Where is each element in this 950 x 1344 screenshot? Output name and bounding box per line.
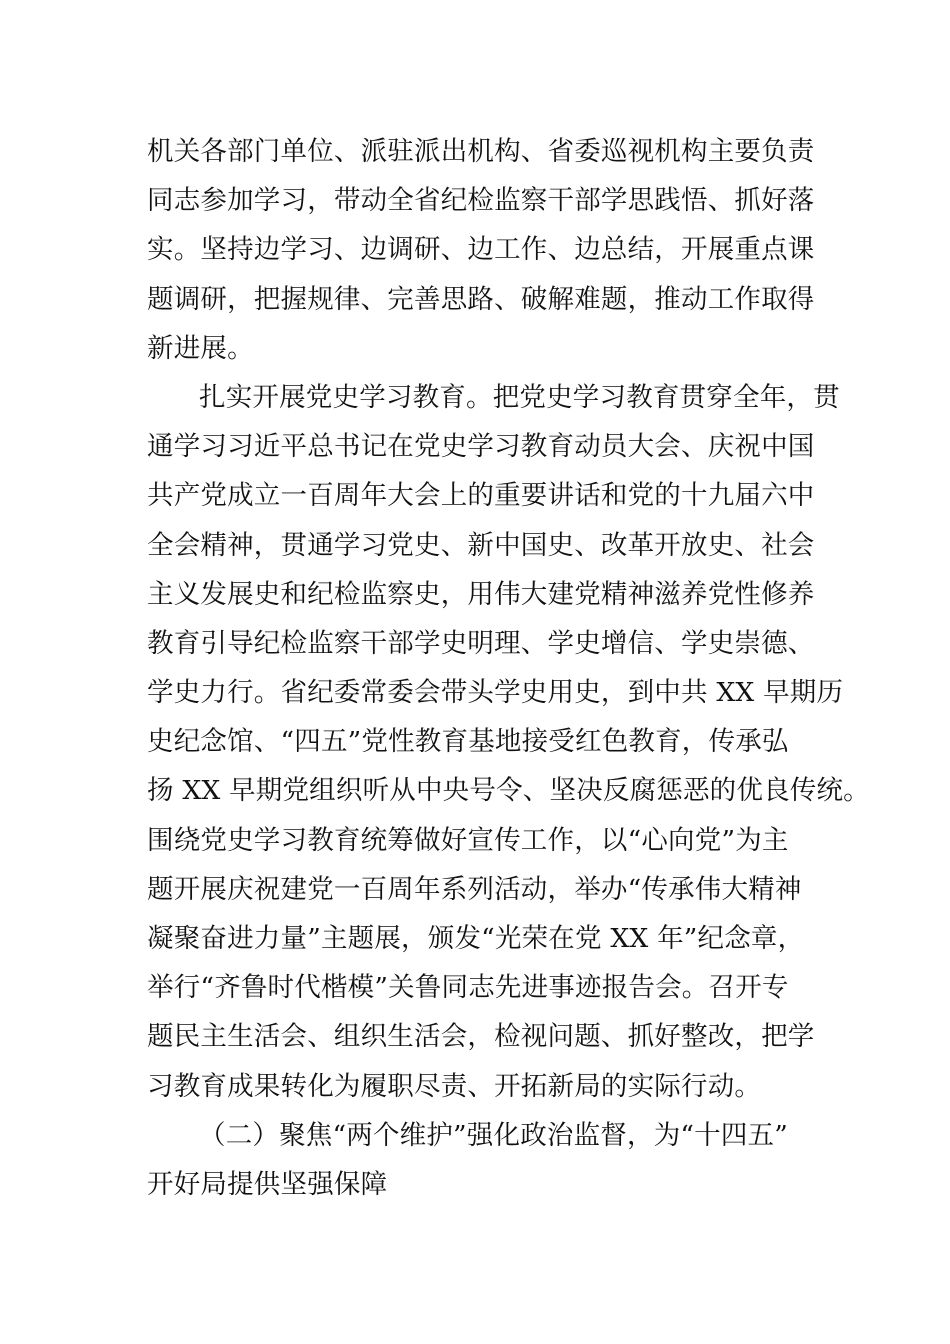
text-line-12: 学史力行。省纪委常委会带头学史用史，到中共 XX 早期历	[147, 677, 844, 709]
text-line-14: 扬 XX 早期党组织听从中央号令、坚决反腐惩恶的优良传统。	[147, 775, 870, 807]
text-line-19: 题民主生活会、组织生活会，检视问题、抓好整改，把学	[147, 1021, 815, 1053]
text-line-15: 围绕党史学习教育统筹做好宣传工作，以“心向党”为主	[147, 824, 789, 856]
text-line-9: 全会精神，贯通学习党史、新中国史、改革开放史、社会	[147, 529, 815, 561]
text-line-20: 习教育成果转化为履职尽责、开拓新局的实际行动。	[147, 1070, 762, 1102]
text-line-8: 共产党成立一百周年大会上的重要讲话和党的十九届六中	[147, 480, 815, 512]
section-heading-line-2: 开好局提供坚强保障	[147, 1168, 388, 1200]
text-line-5: 新进展。	[147, 332, 254, 364]
document-body	[147, 127, 870, 1209]
text-line-3: 实。坚持边学习、边调研、边工作、边总结，开展重点课	[147, 234, 815, 266]
text-line-4: 题调研，把握规律、完善思路、破解难题，推动工作取得	[147, 283, 815, 315]
text-line-11: 教育引导纪检监察干部学史明理、学史增信、学史崇德、	[147, 627, 815, 659]
text-line-17: 凝聚奋进力量”主题展，颁发“光荣在党 XX 年”纪念章，	[147, 923, 805, 954]
text-line-13: 史纪念馆、“四五”党性教育基地接受红色教育，传承弘	[147, 726, 789, 758]
text-line-10: 主义发展史和纪检监察史，用伟大建党精神滋养党性修养	[147, 578, 815, 610]
text-line-1: 机关各部门单位、派驻派出机构、省委巡视机构主要负责	[147, 136, 815, 167]
section-heading-line-1: （二）聚焦“两个维护”强化政治监督，为“十四五”	[199, 1119, 788, 1151]
text-line-7: 通学习习近平总书记在党史学习教育动员大会、庆祝中国	[147, 431, 815, 463]
text-line-16: 题开展庆祝建党一百周年系列活动，举办“传承伟大精神	[147, 873, 802, 905]
text-line-2: 同志参加学习，带动全省纪检监察干部学思践悟、抓好落	[147, 185, 815, 217]
text-line-18: 举行“齐鲁时代楷模”关鲁同志先进事迹报告会。召开专	[147, 972, 789, 1004]
paragraph-heading-line: 扎实开展党史学习教育。把党史学习教育贯穿全年，贯	[199, 381, 840, 413]
